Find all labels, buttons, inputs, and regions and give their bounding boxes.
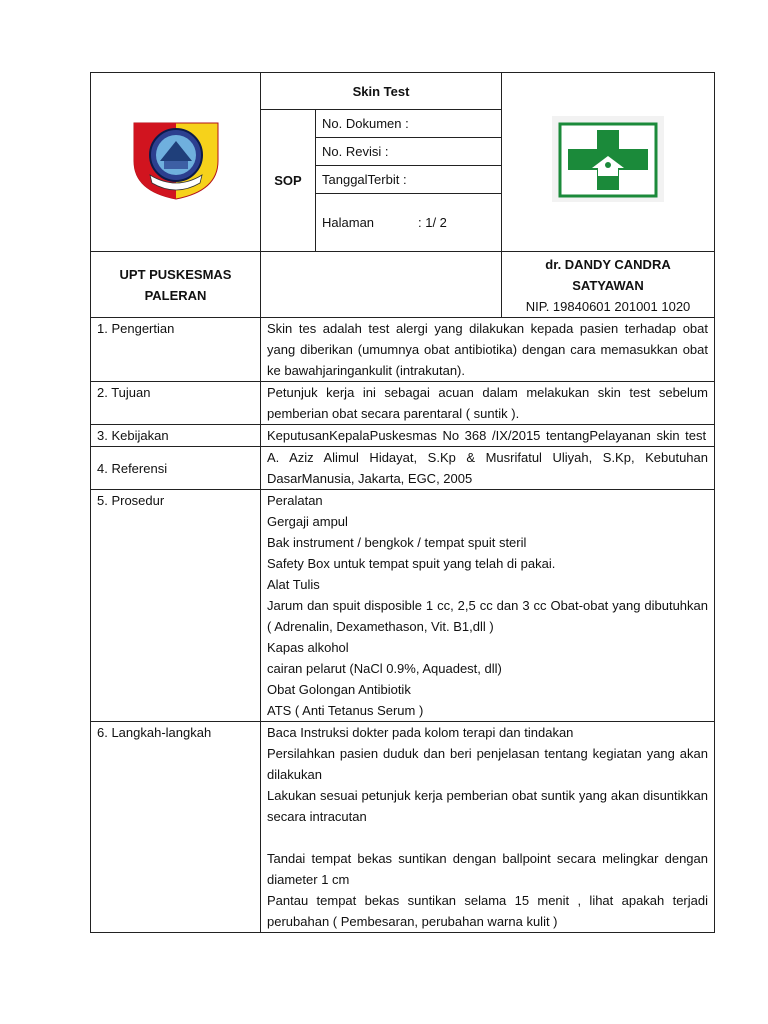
- halaman-label: Halaman: [322, 215, 375, 230]
- halaman-value: : 1/ 2: [418, 215, 447, 230]
- halaman-field: [316, 194, 502, 252]
- list-item: Bak instrument / bengkok / tempat spuit steril: [267, 535, 527, 550]
- pengertian-label: 1. Pengertian: [91, 318, 261, 382]
- no-revisi-field: No. Revisi :: [316, 138, 502, 166]
- institution-name-line1: UPT PUSKESMAS: [119, 266, 232, 282]
- referensi-label: 4. Referensi: [91, 447, 261, 490]
- doctor-name-line2: SATYAWAN: [572, 278, 644, 293]
- list-item: Lakukan sesuai petunjuk kerja pemberian obat suntik yang akan disuntikkan secara intracutan: [267, 788, 708, 824]
- list-item: Peralatan: [267, 493, 323, 508]
- sop-table: [90, 72, 715, 933]
- list-item: Pantau tempat bekas suntikan selama 15 menit , lihat apakah terjadi perubahan ( Pembesaran, perubahan warna kulit ): [267, 893, 708, 929]
- doctor-nip: NIP. 19840601 201001 1020: [525, 299, 691, 314]
- list-item: Obat Golongan Antibiotik: [267, 682, 411, 697]
- prosedur-label: 5. Prosedur: [91, 490, 261, 722]
- list-item: Safety Box untuk tempat spuit yang telah di pakai.: [267, 556, 556, 571]
- doctor-signature-block: [502, 252, 715, 318]
- no-dokumen-field: No. Dokumen :: [316, 110, 502, 138]
- list-item: Jarum dan spuit disposible 1 cc, 2,5 cc dan 3 cc Obat-obat yang dibutuhkan ( Adrenalin, Dexamethason, Vit. B1,dll ): [267, 598, 708, 634]
- tujuan-label: 2. Tujuan: [91, 382, 261, 425]
- pengertian-text: Skin tes adalah test alergi yang dilakukan kepada pasien terhadap obat yang diberikan (umumnya obat antibiotika) dengan cara memasukkan obat ke bawahjaringankulit (intrakutan).: [261, 318, 715, 382]
- referensi-text: A. Aziz Alimul Hidayat, S.Kp & Musrifatul Uliyah, S.Kp, Kebutuhan DasarManusia, Jakarta, EGC, 2005: [261, 447, 715, 490]
- document-title: Skin Test: [261, 73, 502, 110]
- blank-cell: [261, 252, 502, 318]
- sop-document: [90, 72, 714, 933]
- institution-name-line2: PALERAN: [144, 287, 207, 303]
- list-item: ATS ( Anti Tetanus Serum ): [267, 703, 424, 718]
- puskesmas-logo-icon: [552, 116, 664, 202]
- right-logo-cell: [502, 73, 715, 252]
- tanggal-terbit-field: TanggalTerbit :: [316, 166, 502, 194]
- langkah-list: [261, 722, 715, 933]
- list-item: Tandai tempat bekas suntikan dengan ballpoint secara melingkar dengan diameter 1 cm: [267, 851, 708, 887]
- list-item: Kapas alkohol: [267, 640, 349, 655]
- kebijakan-text: KeputusanKepalaPuskesmas No 368 /IX/2015 tentangPelayanan skin test: [261, 425, 715, 447]
- tujuan-text: Petunjuk kerja ini sebagai acuan dalam melakukan skin test sebelum pemberian obat secara parentaral ( suntik ).: [261, 382, 715, 425]
- doctor-name-line1: dr. DANDY CANDRA: [545, 257, 671, 272]
- list-item: Gergaji ampul: [267, 514, 348, 529]
- list-item: Persilahkan pasien duduk dan beri penjelasan tentang kegiatan yang akan dilakukan: [267, 746, 708, 782]
- institution-name: [91, 252, 261, 318]
- prosedur-list: [261, 490, 715, 722]
- regional-emblem-icon: [130, 117, 222, 201]
- list-spacer: [267, 827, 708, 848]
- sop-label: SOP: [261, 110, 316, 252]
- list-item: Baca Instruksi dokter pada kolom terapi dan tindakan: [267, 725, 574, 740]
- kebijakan-label: 3. Kebijakan: [91, 425, 261, 447]
- list-item: Alat Tulis: [267, 577, 320, 592]
- list-item: cairan pelarut (NaCl 0.9%, Aquadest, dll): [267, 661, 502, 676]
- left-logo-cell: [91, 73, 261, 252]
- langkah-label: 6. Langkah-langkah: [91, 722, 261, 933]
